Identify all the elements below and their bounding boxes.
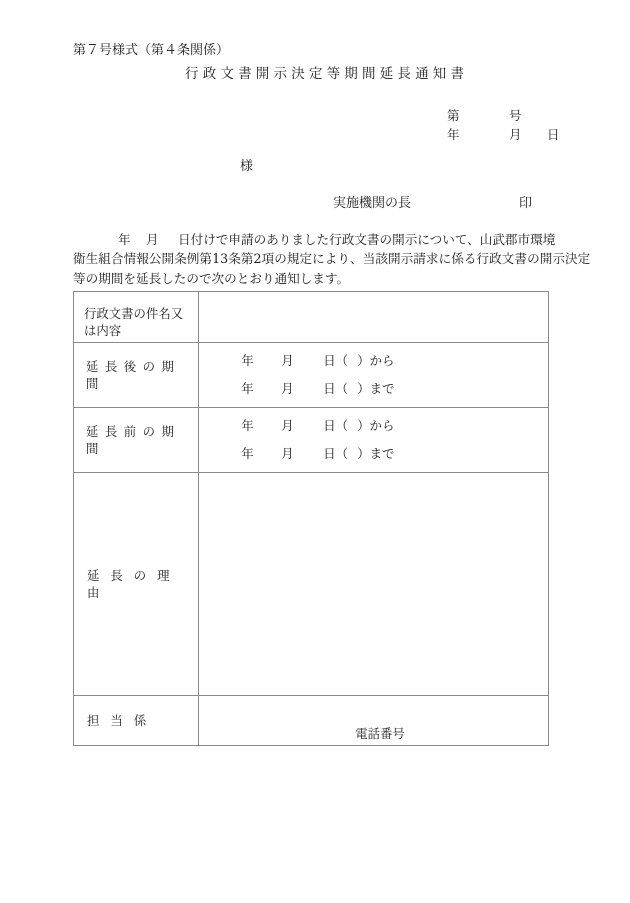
from-label: ）から	[357, 418, 395, 433]
issuer-name: 実施機関の長	[333, 196, 412, 211]
seal-mark: 印	[519, 196, 533, 211]
row-label-staff: 担当係	[87, 713, 158, 728]
from-label: ）から	[357, 353, 395, 368]
period-before-date-lines	[199, 408, 548, 472]
table-row-period-before	[74, 408, 549, 473]
table-row-period-after	[74, 343, 549, 408]
row-value-staff[interactable]	[199, 696, 549, 746]
row-label-cell-period-after	[74, 343, 199, 408]
table-row-staff	[74, 696, 549, 746]
day-label: 日（	[323, 353, 349, 368]
row-label-cell-period-before	[74, 408, 199, 473]
row-value-subject[interactable]	[199, 292, 549, 343]
table-row-subject	[74, 292, 549, 343]
body-line-3: 等の期間を延長したので次のとおり通知します。	[73, 270, 350, 286]
day-label: 日（	[323, 446, 349, 461]
month-label: 月	[281, 353, 294, 368]
telephone-label: 電話番号	[355, 726, 405, 741]
notification-form-table	[73, 291, 549, 746]
to-label: ）まで	[357, 446, 395, 461]
document-number-prefix: 第	[447, 108, 460, 123]
issuer-line	[333, 195, 532, 213]
document-number-row	[447, 106, 560, 125]
day-label: 日（	[323, 381, 349, 396]
row-label-cell-subject	[74, 292, 199, 343]
year-label: 年	[241, 353, 254, 368]
day-label: 日（	[323, 418, 349, 433]
row-value-period-before[interactable]	[199, 408, 549, 473]
date-month-label: 月	[509, 127, 522, 142]
number-date-block	[447, 106, 560, 144]
period-after-date-lines	[199, 343, 548, 407]
to-label: ）まで	[357, 381, 395, 396]
year-label: 年	[241, 381, 254, 396]
body-paragraph	[73, 230, 591, 288]
body-line-1-text: 日付けで申請のありました行政文書の開示について、山武郡市環境	[178, 232, 556, 247]
addressee-suffix: 様	[240, 159, 254, 174]
period-before-to	[199, 440, 548, 468]
row-label-cell-reason	[74, 473, 199, 696]
document-date-row	[447, 125, 560, 144]
period-before-from	[199, 412, 548, 440]
row-label-period-after: 延長後の期間	[86, 359, 181, 391]
period-after-from	[199, 347, 548, 375]
body-month-label: 月	[146, 232, 159, 247]
month-label: 月	[281, 381, 294, 396]
year-label: 年	[241, 418, 254, 433]
row-label-reason: 延長の理由	[87, 568, 181, 600]
month-label: 月	[281, 418, 294, 433]
form-number: 第７号様式（第４条関係）	[73, 43, 230, 58]
row-label-subject: 行政文書の件名又は内容	[84, 305, 184, 338]
page-title: 行政文書開示決定等期間延長通知書	[185, 66, 469, 82]
year-label: 年	[241, 446, 254, 461]
row-label-period-before: 延長前の期間	[86, 424, 181, 456]
date-year-label: 年	[447, 127, 460, 142]
date-day-label: 日	[547, 127, 560, 142]
row-value-reason[interactable]	[199, 473, 549, 696]
body-line-1	[73, 230, 556, 249]
row-value-period-after[interactable]	[199, 343, 549, 408]
document-number-suffix: 号	[509, 108, 522, 123]
period-after-to	[199, 375, 548, 403]
body-line-2: 衛生組合情報公開条例第13条第2項の規定により、当該開示請求に係る行政文書の開示決定	[73, 251, 591, 267]
month-label: 月	[281, 446, 294, 461]
body-year-label: 年	[118, 232, 131, 247]
table-row-reason	[74, 473, 549, 696]
row-label-cell-staff	[74, 696, 199, 746]
